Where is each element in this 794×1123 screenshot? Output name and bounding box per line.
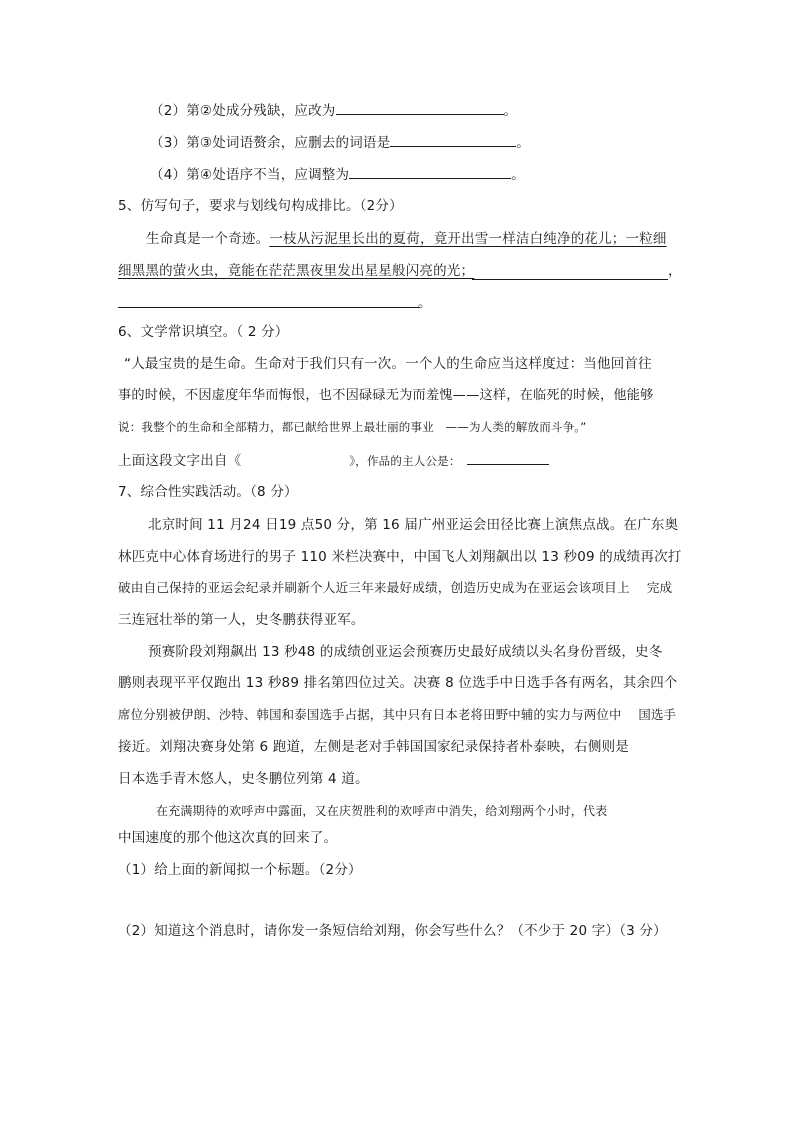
q4-item2-blank[interactable] [336,100,504,115]
q7-p2-line5: 日本选手青木悠人，史冬鹏位列第 4 道。 [118,771,369,787]
q4-item4 [150,164,525,185]
q4-item4-blank[interactable] [349,164,511,179]
q4-item3-blank[interactable] [390,132,516,147]
q4-item4-end: 。 [511,167,525,183]
q5-line2-underlined: 细黑黑的萤火虫，竟能在茫茫黑夜里发出星星般闪亮的光； [118,263,475,279]
q4-item3-text: （3）第③处词语赘余，应删去的词语是 [150,135,391,151]
q5-line3-end: 。 [418,295,432,311]
q5-line1-underlined: 一枝从污泥里长出的夏荷，竟开出雪一样洁白纯净的花儿；一粒细 [269,231,667,247]
q7-p3-line2: 中国速度的那个他这次真的回来了。 [118,830,338,846]
q5-line1-plain: 生命真是一个奇迹。 [146,231,270,247]
q5-line2-blank[interactable] [472,265,668,280]
q5-line2-end: ， [668,263,682,279]
q5-line1 [146,229,667,249]
q6-quote-line1: “人最宝贵的是生命。生命对于我们只有一次。一个人的生命应当这样度过：当他回首往 [124,356,652,372]
q6-quote-line3: 说：我整个的生命和全部精力，都已献给世界上最壮丽的事业 ——为人类的解放而斗争。” [118,420,587,434]
q7-p1-line4: 三连冠壮举的第一人，史冬鹏获得亚军。 [118,612,365,628]
q6-protagonist-blank[interactable] [467,450,549,465]
q7-p1-line2: 林匹克中心体育场进行的男子 110 米栏决赛中，中国飞人刘翔飙出以 13 秒09 的成绩再次打 [118,549,682,565]
q6-title: 6、文学常识填空。（ 2 分） [118,324,289,340]
q5-line3-blank[interactable] [118,307,420,308]
q6-source-prefix: 上面这段文字出自《 [118,453,242,469]
q7-p2-line2: 鹏则表现平平仅跑出 13 秒89 排名第四位过关。决赛 8 位选手中日选手各有两名，其余四个 [118,675,678,691]
q6-quote-line2: 事的时候，不因虚度年华而悔恨，也不因碌碌无为而羞愧——这样，在临死的时候，他能够 [118,388,654,403]
q7-p1-line1: 北京时间 11 月24 日19 点50 分，第 16 届广州亚运会田径比赛上演焦点战。在广东奥 [148,517,679,533]
q7-p2-line4: 接近。刘翔决赛身处第 6 跑道，左侧是老对手韩国国家纪录保持者朴泰映，右侧则是 [118,739,629,755]
q7-p2-line1: 预赛阶段刘翔飙出 13 秒48 的成绩创亚运会预赛历史最好成绩以头名身份晋级，史冬 [148,644,663,660]
q4-item2 [150,100,517,121]
q4-item4-text: （4）第④处语序不当，应调整为 [150,167,350,183]
q7-sub2: （2）知道这个消息时，请你发一条短信给刘翔，你会写些什么？（不少于 20 字）（3 分） [118,923,667,939]
q5-title: 5、仿写句子，要求与划线句构成排比。（2分） [118,198,403,214]
q7-p2-line3: 席位分别被伊朗、沙特、韩国和泰国选手占据，其中只有日本老将田野中辅的实力与两位中 国选手 [118,707,677,722]
q4-item3-end: 。 [516,135,530,151]
q4-item2-text: （2）第②处成分残缺，应改为 [150,103,336,119]
q7-p1-line3: 破由自己保持的亚运会纪录并刷新个人近三年来最好成绩，创造历史成为在亚运会该项目上 完成 [118,580,673,595]
q7-title: 7、综合性实践活动。（8 分） [118,484,298,500]
q4-item2-end: 。 [503,103,518,119]
q6-source-middle: 》，作品的主人公是： [349,454,461,468]
q7-sub1: （1）给上面的新闻拟一个标题。（2分） [118,862,362,878]
q6-source [118,450,549,471]
q4-item3 [150,132,530,153]
q7-p3-line1: 在充满期待的欢呼声中露面，又在庆贺胜利的欢呼声中消失，给刘翔两个小时，代表 [156,804,608,818]
q5-line2 [118,261,474,281]
